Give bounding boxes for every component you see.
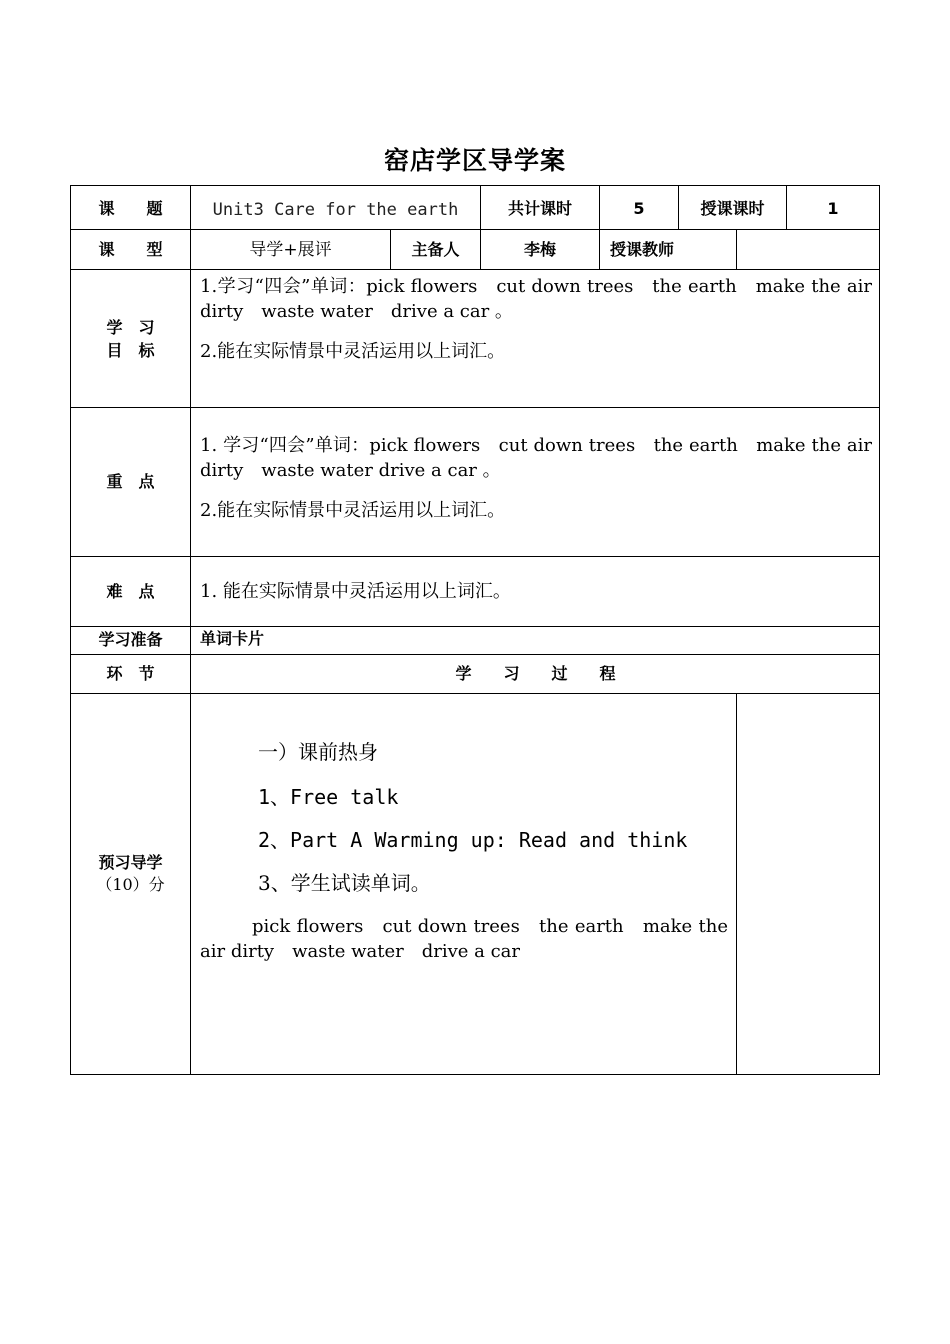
goals-line1: 1.学习“四会”单词：pick flowers cut down trees the earth make the air dirty waste water drive a car 。 xyxy=(200,276,872,322)
total-hours-value: 5 xyxy=(633,199,645,218)
total-hours-label: 共计课时 xyxy=(507,199,572,218)
topic-value: Unit3 Care for the earth xyxy=(212,200,459,220)
key-points-label: 重 点 xyxy=(106,472,155,491)
lesson-hour-label: 授课课时 xyxy=(700,199,765,218)
warmup-item-3: 3、学生试读单词。 xyxy=(258,871,431,895)
lesson-hour-value: 1 xyxy=(827,199,839,218)
warmup-item-1: 1、Free talk xyxy=(258,785,399,809)
goals-label-line1: 学 习 xyxy=(106,318,155,337)
stage-header-label: 环 节 xyxy=(106,664,155,683)
preview-word-list: pick flowers cut down trees the earth make the air dirty waste water drive a car xyxy=(200,916,728,962)
topic-label: 课 题 xyxy=(98,199,163,218)
goals-line2: 2.能在实际情景中灵活运用以上词汇。 xyxy=(200,341,506,362)
warmup-heading: 一）课前热身 xyxy=(258,740,378,764)
preparation-value: 单词卡片 xyxy=(200,629,265,648)
preview-label-line2: （10）分 xyxy=(96,875,165,894)
type-label: 课 型 xyxy=(98,240,163,259)
difficulties-line1: 1. 能在实际情景中灵活运用以上词汇。 xyxy=(200,581,511,602)
page-title: 窑店学区导学案 xyxy=(383,146,566,175)
preview-label-line1: 预习导学 xyxy=(98,853,163,872)
key-points-line2: 2.能在实际情景中灵活运用以上词汇。 xyxy=(200,500,506,521)
difficulties-label: 难 点 xyxy=(106,582,155,601)
warmup-item-2: 2、Part A Warming up: Read and think xyxy=(258,828,688,852)
key-points-line1: 1. 学习“四会”单词：pick flowers cut down trees the earth make the air dirty waste water drive a car 。 xyxy=(200,435,872,481)
preparer-label: 主备人 xyxy=(411,240,460,259)
type-value: 导学+展评 xyxy=(249,240,332,260)
process-header: 学 习 过 程 xyxy=(455,664,616,683)
preparer-value: 李梅 xyxy=(523,240,556,259)
teacher-label: 授课教师 xyxy=(610,240,675,259)
preparation-label: 学习准备 xyxy=(98,630,163,649)
goals-label-line2: 目 标 xyxy=(106,341,155,360)
